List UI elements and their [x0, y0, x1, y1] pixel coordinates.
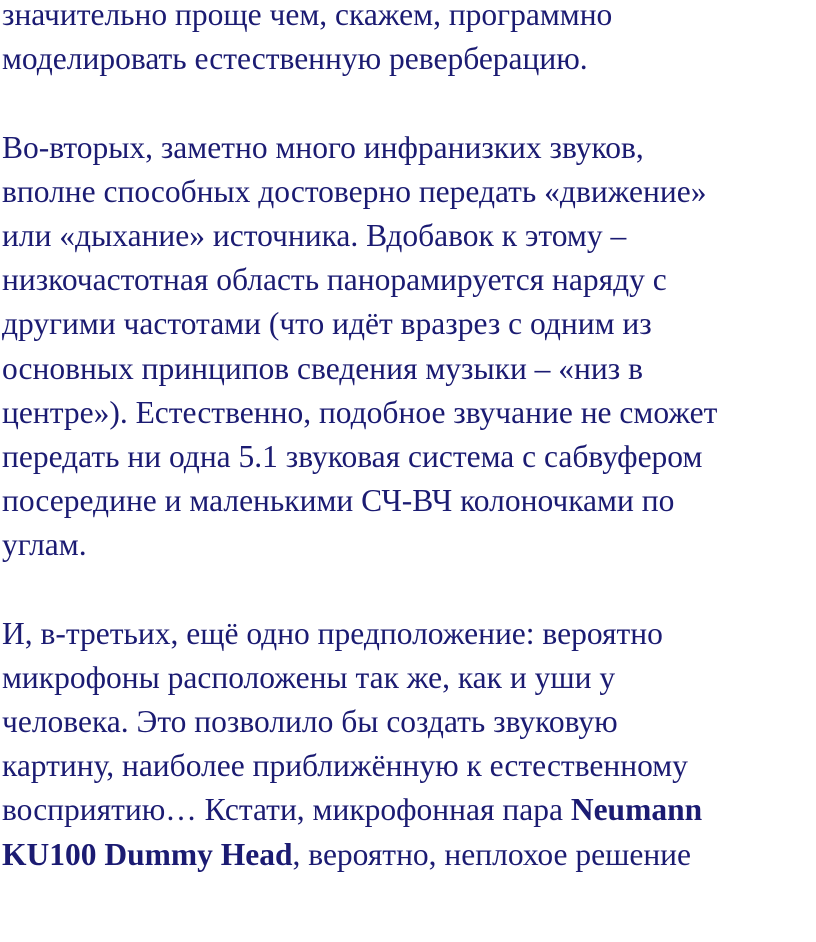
text-line: картину, наиболее приближённую к естественному: [2, 748, 688, 784]
text-line-mixed: [2, 788, 814, 832]
text-fragment: , вероятно, неплохое решение: [292, 836, 692, 872]
text-line: Во-вторых, заметно много инфранизких звуков,: [2, 129, 644, 165]
text-line-mixed: [2, 833, 814, 877]
text-line: основных принципов сведения музыки – «низ в: [2, 350, 643, 386]
text-line: значительно проще чем, скажем, программно: [2, 0, 613, 32]
paragraph-2: [2, 126, 814, 568]
text-line: моделировать естественную реверберацию.: [2, 41, 588, 77]
document-text: [2, 0, 814, 877]
text-line: центре»). Естественно, подобное звучание не сможет: [2, 394, 718, 430]
text-line: посередине и маленькими СЧ-ВЧ колоночками по: [2, 483, 675, 519]
paragraph-spacer: [2, 81, 814, 125]
paragraph-1: [2, 0, 814, 81]
text-line: передать ни одна 5.1 звуковая система с сабвуфером: [2, 438, 703, 474]
paragraph-3: [2, 612, 814, 877]
text-line: человека. Это позволило бы создать звуковую: [2, 704, 618, 739]
text-line: углам.: [2, 527, 87, 563]
text-line: низкочастотная область панорамируется наряду с: [2, 262, 667, 298]
text-line: другими частотами (что идёт вразрез с одним из: [2, 306, 652, 342]
text-line: микрофоны расположены так же, как и уши у: [2, 659, 616, 695]
text-line: И, в-третьих, ещё одно предположение: вероятно: [2, 615, 663, 651]
text-fragment: восприятию… Кстати, микрофонная пара: [2, 792, 571, 828]
bold-product-name: Neumann: [570, 792, 703, 828]
text-line: вполне способных достоверно передать «движение»: [2, 173, 707, 209]
paragraph-spacer: [2, 567, 814, 611]
text-line: или «дыхание» источника. Вдобавок к этому –: [2, 217, 627, 253]
bold-product-name: KU100 Dummy Head: [2, 836, 293, 872]
